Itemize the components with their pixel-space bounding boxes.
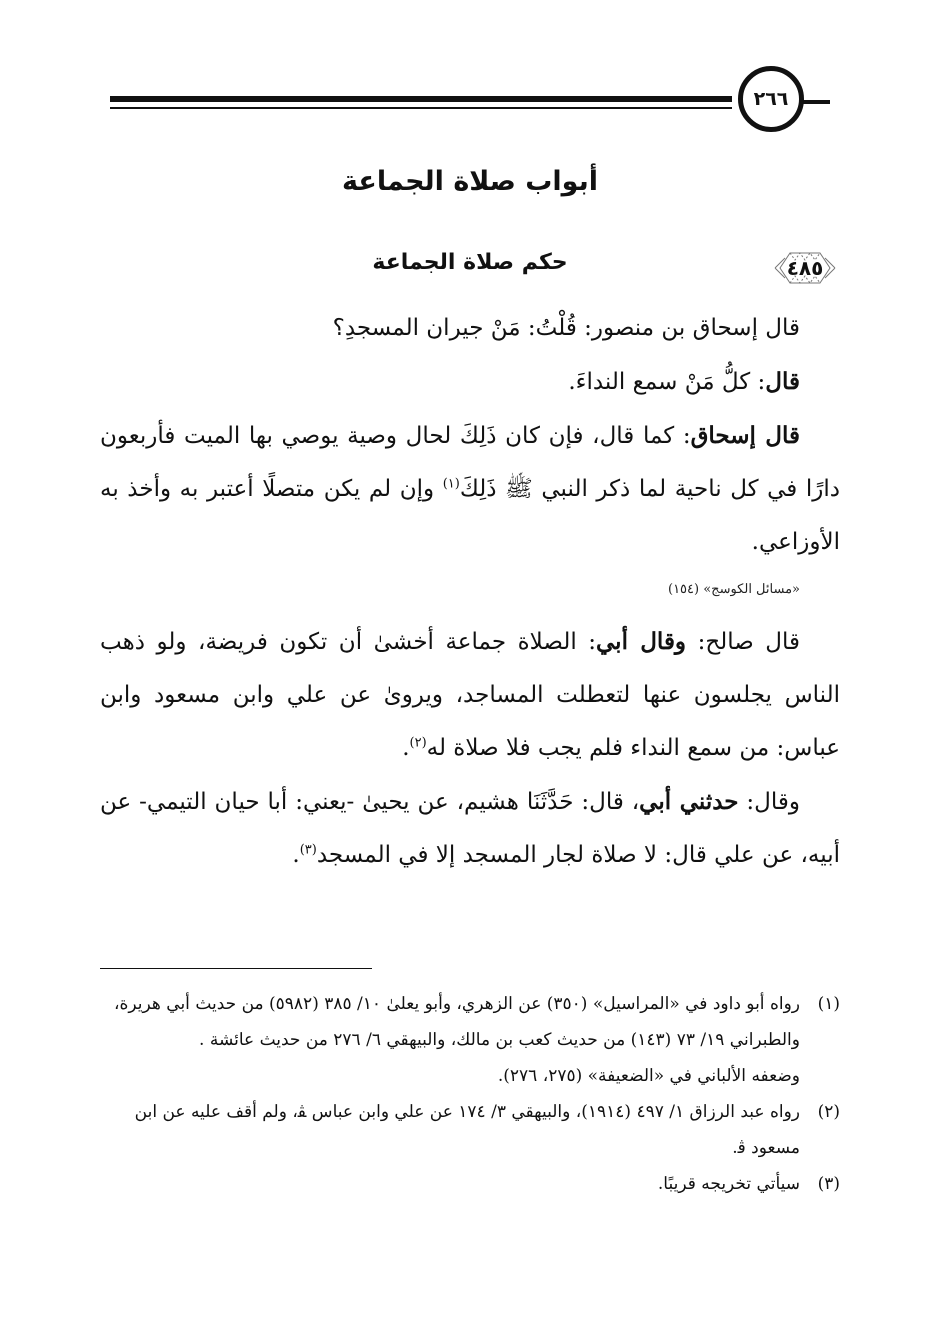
footnote-text: رواه عبد الرزاق ١/ ٤٩٧ (١٩١٤)، والبيهقي ٣/ ١٧٤ عن علي وابن عباس ﭭ، ولم أقف عليه عن ابن مسعود ﭬ.	[134, 1102, 800, 1158]
header-rule-thick	[110, 96, 732, 102]
footnote-2	[100, 1094, 840, 1166]
page-number-badge	[738, 66, 804, 132]
footnote-number: (٣)	[817, 1174, 840, 1194]
paragraph-5	[100, 775, 840, 882]
header-rule-right	[802, 100, 830, 104]
paragraph-3	[100, 409, 840, 569]
paragraph-text: وإن لم يكن متصلًا أعتبر به وأخذ به الأوزاعي.	[100, 476, 840, 555]
speaker-label: وقال أبي	[596, 628, 687, 655]
chapter-title: أبواب صلاة الجماعة	[342, 166, 598, 197]
paragraph-text: : كلُّ مَنْ سمع النداءَ.	[568, 369, 766, 395]
footnotes	[100, 986, 840, 1202]
section-title: حكم صلاة الجماعة	[372, 250, 568, 275]
paragraph-text: : الصلاة جماعة أخشىٰ أن تكون فريضة، ولو ذهب الناس يجلسون عنها لتعطلت المساجد، ويروىٰ عن علي وابن مسعود وابن عباس: من سمع النداء فلم يجب فلا صلاة له	[100, 629, 840, 761]
paragraph-2	[100, 355, 840, 409]
paragraph-4	[100, 615, 840, 775]
page-number: ٢٦٦	[753, 88, 789, 110]
footnote-number: (٢)	[817, 1102, 840, 1122]
footnote-ref-3[interactable]: (٣)	[299, 842, 317, 858]
paragraph-text: وقال:	[738, 789, 800, 815]
paragraph-text: قال صالح:	[686, 629, 800, 655]
footnote-3	[100, 1166, 840, 1202]
page-header	[110, 62, 830, 142]
source-citation: «مسائل الكوسج» (١٥٤)	[667, 582, 800, 597]
speaker-label: قال	[765, 368, 800, 395]
footnote-ref-2[interactable]: (٢)	[409, 735, 427, 751]
footnote-divider	[100, 968, 372, 969]
paragraph-1: قال إسحاق بن منصور: قُلْتُ: مَنْ جيران المسجدِ؟	[332, 315, 800, 341]
section-heading	[0, 246, 940, 294]
footnote-text: سيأتي تخريجه قريبًا.	[657, 1174, 800, 1194]
footnote-1	[100, 986, 840, 1094]
paragraph-end: .	[292, 842, 300, 868]
paragraph-text: ، قال: حَدَّثَنَا هشيم، عن يحيىٰ -يعني: أبا حيان التيمي- عن أبيه، عن علي قال: لا صلاة لجار المسجد إلا في المسجد	[100, 789, 840, 868]
paragraph-text: : كما قال، فإن كان ذَلِكَ لحال وصية يوصي بها الميت فأربعون دارًا في كل ناحية لما ذكر النبي ﷺ ذَلِكَ	[100, 423, 840, 502]
footnote-text: رواه أبو داود في «المراسيل» (٣٥٠) عن الزهري، وأبو يعلىٰ ١٠/ ٣٨٥ (٥٩٨٢) من حديث أبي هريرة، والطبراني ١٩/ ٧٣ (١٤٣) من حديث كعب بن مالك، والبيهقي ٦/ ٢٧٦ من حديث عائشة .	[114, 994, 800, 1050]
paragraph-end: .	[402, 735, 410, 761]
speaker-label: حدثني أبي	[639, 788, 739, 815]
section-number: ٤٨٥	[786, 256, 824, 280]
header-rule-thin	[110, 107, 732, 109]
footnote-number: (١)	[817, 994, 840, 1014]
footnote-text: وضعفه الألباني في «الضعيفة» (٢٧٥، ٢٧٦).	[497, 1066, 800, 1086]
main-text	[100, 302, 840, 882]
footnote-ref-1[interactable]: (١)	[442, 476, 460, 492]
speaker-label: قال إسحاق	[690, 422, 800, 449]
